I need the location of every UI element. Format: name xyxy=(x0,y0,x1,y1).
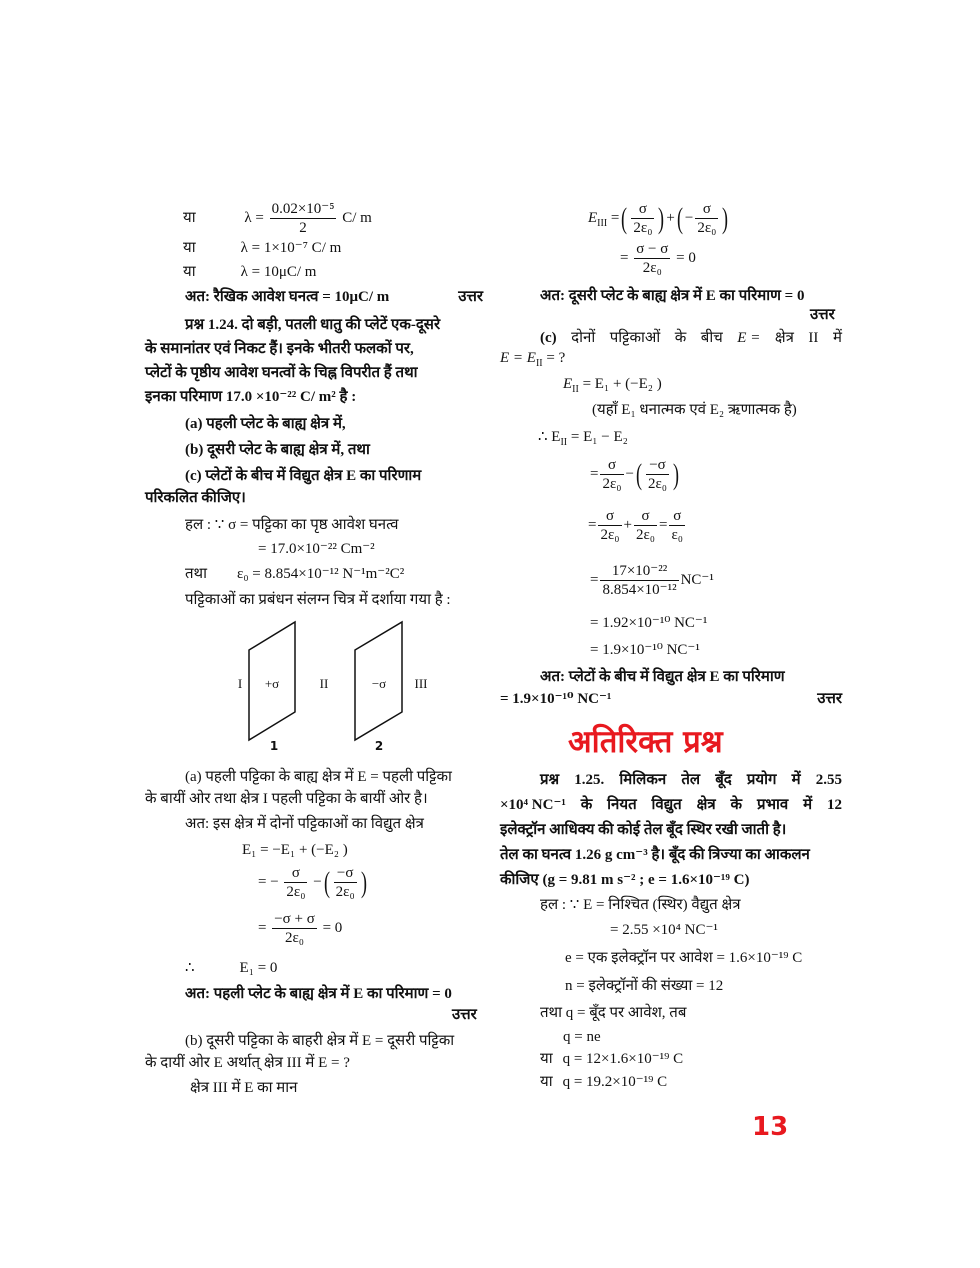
solution-line: हल : ∵ σ = पट्टिका का पृष्ठ आवेश घनत्व xyxy=(185,517,399,533)
denominator: 2ε₀ xyxy=(335,884,355,900)
solution-line: क्षेत्र III में E का मान xyxy=(190,1080,298,1096)
solution-line xyxy=(540,1072,667,1092)
equation xyxy=(538,427,628,453)
symbol: ∴ E xyxy=(538,429,561,445)
fraction xyxy=(634,240,670,277)
word: 12 xyxy=(826,797,842,813)
charge-label: −σ xyxy=(371,676,387,691)
equation: E₁ = −E₁ + (−E₂ ) xyxy=(242,842,348,858)
fraction xyxy=(669,507,685,544)
equation: = − $\frac{\sigma}{\text{2ε₀}}$ −( $\frac{-\sigma}{\text{2ε₀}}$ ) xyxy=(258,865,367,900)
question-part-a: (a) पहली प्लेट के बाह्य क्षेत्र में, xyxy=(185,416,346,432)
equation: λ = 1×10⁻⁷ C/ m xyxy=(240,240,342,256)
word: पट्टिकाओं xyxy=(609,330,661,346)
word: (c) xyxy=(540,330,557,346)
word: प्रभाव xyxy=(756,797,789,813)
numerator: σ − σ xyxy=(636,241,669,257)
equation: λ = 10μC/ m xyxy=(240,264,317,280)
word: नियत xyxy=(607,797,637,813)
denominator: 8.854×10⁻¹² xyxy=(602,582,677,598)
operator: + xyxy=(623,516,632,533)
subscript: II xyxy=(535,358,543,369)
solution-line: = 2.55 ×10⁴ NC⁻¹ xyxy=(610,922,718,938)
fraction xyxy=(646,456,669,493)
symbol: E xyxy=(588,209,598,226)
question-part-c: परिकलित कीजिए। xyxy=(145,490,246,506)
word: के xyxy=(730,797,743,813)
solution-line xyxy=(540,328,842,348)
word: बूँद xyxy=(715,772,732,788)
word: विद्युत xyxy=(651,797,682,813)
fraction xyxy=(284,864,307,901)
denominator: ε₀ xyxy=(671,527,683,543)
numerator: σ xyxy=(600,456,623,475)
operator: + xyxy=(666,209,675,226)
equation xyxy=(258,910,342,947)
word: 1.25. xyxy=(574,772,605,788)
word: मिलिकन xyxy=(619,772,667,788)
label-ya: या xyxy=(183,240,196,256)
word: ×10⁴ NC⁻¹ xyxy=(500,797,566,813)
symbol: E xyxy=(563,376,573,392)
equation xyxy=(590,562,714,599)
plate-label: 1 xyxy=(269,739,279,753)
numerator: σ xyxy=(284,864,307,883)
numerator: σ xyxy=(669,507,685,526)
word: में xyxy=(791,772,801,788)
equation: E₁ = 0 xyxy=(239,960,278,976)
equation xyxy=(588,507,687,544)
operator: = xyxy=(620,249,629,266)
operator: = xyxy=(590,465,599,482)
result-line: अत: पहली प्लेट के बाह्य क्षेत्र में E का परिमाण = 0 xyxy=(185,986,452,1002)
numerator: −σ + σ xyxy=(274,911,315,927)
question-part-c: (c) प्लेटों के बीच में विद्युत क्षेत्र E का परिणाम xyxy=(185,468,422,484)
word: क्षेत्र xyxy=(696,797,716,813)
denominator: 2ε₀ xyxy=(697,220,717,236)
word: दोनों xyxy=(571,330,596,346)
operator: = ? xyxy=(546,350,566,366)
equation: ε₀ = 8.854×10⁻¹² N⁻¹m⁻²C² xyxy=(237,566,405,582)
word: में xyxy=(803,797,813,813)
equation: = 1.9×10⁻¹⁰ NC⁻¹ xyxy=(590,642,700,658)
numerator: σ xyxy=(631,200,654,219)
operator: = 0 xyxy=(322,919,343,936)
equation xyxy=(620,240,696,277)
subscript: II xyxy=(560,437,568,448)
equation xyxy=(500,348,565,374)
solution-line: तथा q = बूँद पर आवेश, तब xyxy=(540,1005,687,1021)
solution-line: (b) दूसरी पट्टिका के बाहरी क्षेत्र में E = दूसरी पट्टिका xyxy=(185,1033,455,1049)
word: 2.55 xyxy=(815,772,842,788)
label: तथा xyxy=(185,566,208,582)
equation-rhs: = E₁ − E₂ xyxy=(570,429,628,445)
denominator: 2ε₀ xyxy=(633,220,653,236)
unit: NC⁻¹ xyxy=(680,571,714,588)
fraction xyxy=(598,507,621,544)
answer-label: उत्तर xyxy=(810,307,835,323)
numerator: σ xyxy=(598,507,621,526)
denominator: 2ε₀ xyxy=(600,527,620,543)
answer-label: उत्तर xyxy=(817,691,842,707)
result-line xyxy=(500,689,842,709)
result-value: = 1.9×10⁻¹⁰ NC⁻¹ xyxy=(500,691,612,707)
solution-line: के दायीं ओर E अर्थात् क्षेत्र III में E = ? xyxy=(145,1055,350,1071)
fraction xyxy=(334,864,357,901)
label-ya: या xyxy=(183,264,196,280)
operator: − xyxy=(313,873,322,890)
word: II xyxy=(808,330,819,346)
label-ya: या xyxy=(183,209,196,226)
equation: = $\frac{\sigma}{\text{2ε₀}}$ −( $\frac{-\sigma}{\text{2ε₀}}$ ) xyxy=(590,457,679,492)
result-text: अत: रैखिक आवेश घनत्व = 10μC/ m xyxy=(185,289,390,305)
word: में xyxy=(832,330,842,346)
note: (यहाँ E₁ धनात्मक एवं E₂ ऋणात्मक है) xyxy=(592,402,797,418)
numerator: −σ xyxy=(334,864,357,883)
denominator: 2ε₀ xyxy=(286,884,306,900)
solution-line: हल : ∵ E = निश्चित (स्थिर) वैद्युत क्षेत्र xyxy=(540,897,741,913)
equation: $E_{III}$ =( $\frac{\sigma}{\text{2ε₀}}$ ) +( − $\frac{\sigma}{\text{2ε₀}}$ ) xyxy=(588,201,729,236)
solution-line: = 17.0×10⁻²² Cm⁻² xyxy=(258,541,375,557)
solution-line: अत: इस क्षेत्र में दोनों पट्टिकाओं का विद्युत क्षेत्र xyxy=(185,816,424,832)
fraction xyxy=(634,507,657,544)
section-heading: अतिरिक्त प्रश्न xyxy=(568,724,723,760)
operator: = xyxy=(590,571,599,588)
charge-label: +σ xyxy=(264,676,280,691)
question-text xyxy=(500,795,842,815)
region-label: II xyxy=(319,676,329,691)
question-text xyxy=(540,770,842,790)
fraction xyxy=(695,200,718,237)
denominator: 2ε₀ xyxy=(642,260,662,276)
solution-line: e = एक इलेक्ट्रॉन पर आवेश = 1.6×10⁻¹⁹ C xyxy=(565,950,803,966)
question-text: तेल का घनत्व 1.26 g cm⁻³ है। बूँद की त्रिज्या का आकलन xyxy=(500,847,810,863)
label-ya: या xyxy=(540,1074,553,1090)
question-part-b: (b) दूसरी प्लेट के बाह्य क्षेत्र में, तथा xyxy=(185,442,370,458)
subscript: III xyxy=(597,217,608,229)
region-label: III xyxy=(414,676,428,691)
equation xyxy=(563,374,662,400)
equation xyxy=(185,958,277,978)
fraction xyxy=(600,562,678,599)
result-line: अत: दूसरी प्लेट के बाह्य क्षेत्र में E का परिमाण = 0 xyxy=(540,288,805,304)
lambda: λ = xyxy=(244,209,264,226)
operator: = xyxy=(258,919,267,936)
operator: = 0 xyxy=(676,249,696,266)
solution-line: n = इलेक्ट्रॉनों की संख्या = 12 xyxy=(565,978,724,994)
fraction xyxy=(600,456,623,493)
answer-label: उत्तर xyxy=(458,289,483,305)
numerator: σ xyxy=(634,507,657,526)
fraction xyxy=(631,200,654,237)
operator: = − xyxy=(258,873,279,890)
denominator: 2ε₀ xyxy=(635,527,655,543)
question-text: प्लेटों के पृष्ठीय आवेश घनत्वों के चिह्न विपरीत हैं तथा xyxy=(145,365,418,381)
equation-rhs: = E₁ + (−E₂ ) xyxy=(582,376,662,392)
operator: − xyxy=(625,465,634,482)
therefore: ∴ xyxy=(185,960,195,976)
denominator: 2 xyxy=(299,220,307,236)
operator: = xyxy=(588,516,597,533)
word: के xyxy=(580,797,593,813)
solution-line: के बायीं ओर तथा क्षेत्र I पहली पट्टिका के बायीं ओर है। xyxy=(145,791,428,807)
word: बीच xyxy=(700,330,723,346)
fraction xyxy=(272,910,317,947)
solution-line: q = ne xyxy=(563,1029,601,1045)
question-text: इलेक्ट्रॉन आधिक्य की कोई तेल बूँद स्थिर रखी जाती है। xyxy=(500,822,787,838)
word: प्रश्न xyxy=(540,772,560,788)
answer-label: उत्तर xyxy=(452,1007,477,1023)
question-text: इनका परिमाण 17.0 ×10⁻²² C/ m² है : xyxy=(145,389,357,405)
word: के xyxy=(674,330,687,346)
solution-line: (a) पहली पट्टिका के बाह्य क्षेत्र में E = पहली पट्टिका xyxy=(185,769,452,785)
word: E = xyxy=(737,330,761,346)
operator: = xyxy=(659,516,668,533)
question-text: कीजिए (g = 9.81 m s⁻² ; e = 1.6×10⁻¹⁹ C) xyxy=(500,872,750,888)
equation: = 1.92×10⁻¹⁰ NC⁻¹ xyxy=(590,615,708,631)
numerator: 0.02×10⁻⁵ xyxy=(271,201,335,217)
denominator: 2ε₀ xyxy=(647,476,667,492)
numerator: σ xyxy=(695,200,718,219)
numerator: −σ xyxy=(646,456,669,475)
equation: q = 19.2×10⁻¹⁹ C xyxy=(562,1074,668,1090)
word: तेल xyxy=(681,772,701,788)
unit: C/ m xyxy=(342,209,372,226)
solution-line xyxy=(540,1049,683,1069)
word: प्रयोग xyxy=(746,772,777,788)
denominator: 2ε₀ xyxy=(285,930,305,946)
region-label: I xyxy=(237,676,243,691)
operator: = xyxy=(610,209,620,226)
question-text: प्रश्न 1.24. दो बड़ी, पतली धातु की प्लेटें एक-दूसरे xyxy=(185,317,441,333)
equation: q = 12×1.6×10⁻¹⁹ C xyxy=(562,1051,684,1067)
page-number: 13 xyxy=(752,1112,789,1142)
numerator: 17×10⁻²² xyxy=(600,562,678,581)
operator: − xyxy=(684,209,694,226)
result-line: अत: प्लेटों के बीच में विद्युत क्षेत्र E का परिमाण xyxy=(540,669,785,685)
plate-label: 2 xyxy=(374,739,384,753)
question-text: के समानांतर एवं निकट हैं। इनके भीतरी फलकों पर, xyxy=(145,341,414,357)
word: क्षेत्र xyxy=(774,330,794,346)
subscript: II xyxy=(572,384,579,395)
denominator: 2ε₀ xyxy=(602,476,622,492)
label-ya: या xyxy=(540,1051,553,1067)
solution-line: पट्टिकाओं का प्रबंधन संलग्न चित्र में दर्शाया गया है : xyxy=(185,592,451,608)
symbol: E = E xyxy=(500,350,536,366)
